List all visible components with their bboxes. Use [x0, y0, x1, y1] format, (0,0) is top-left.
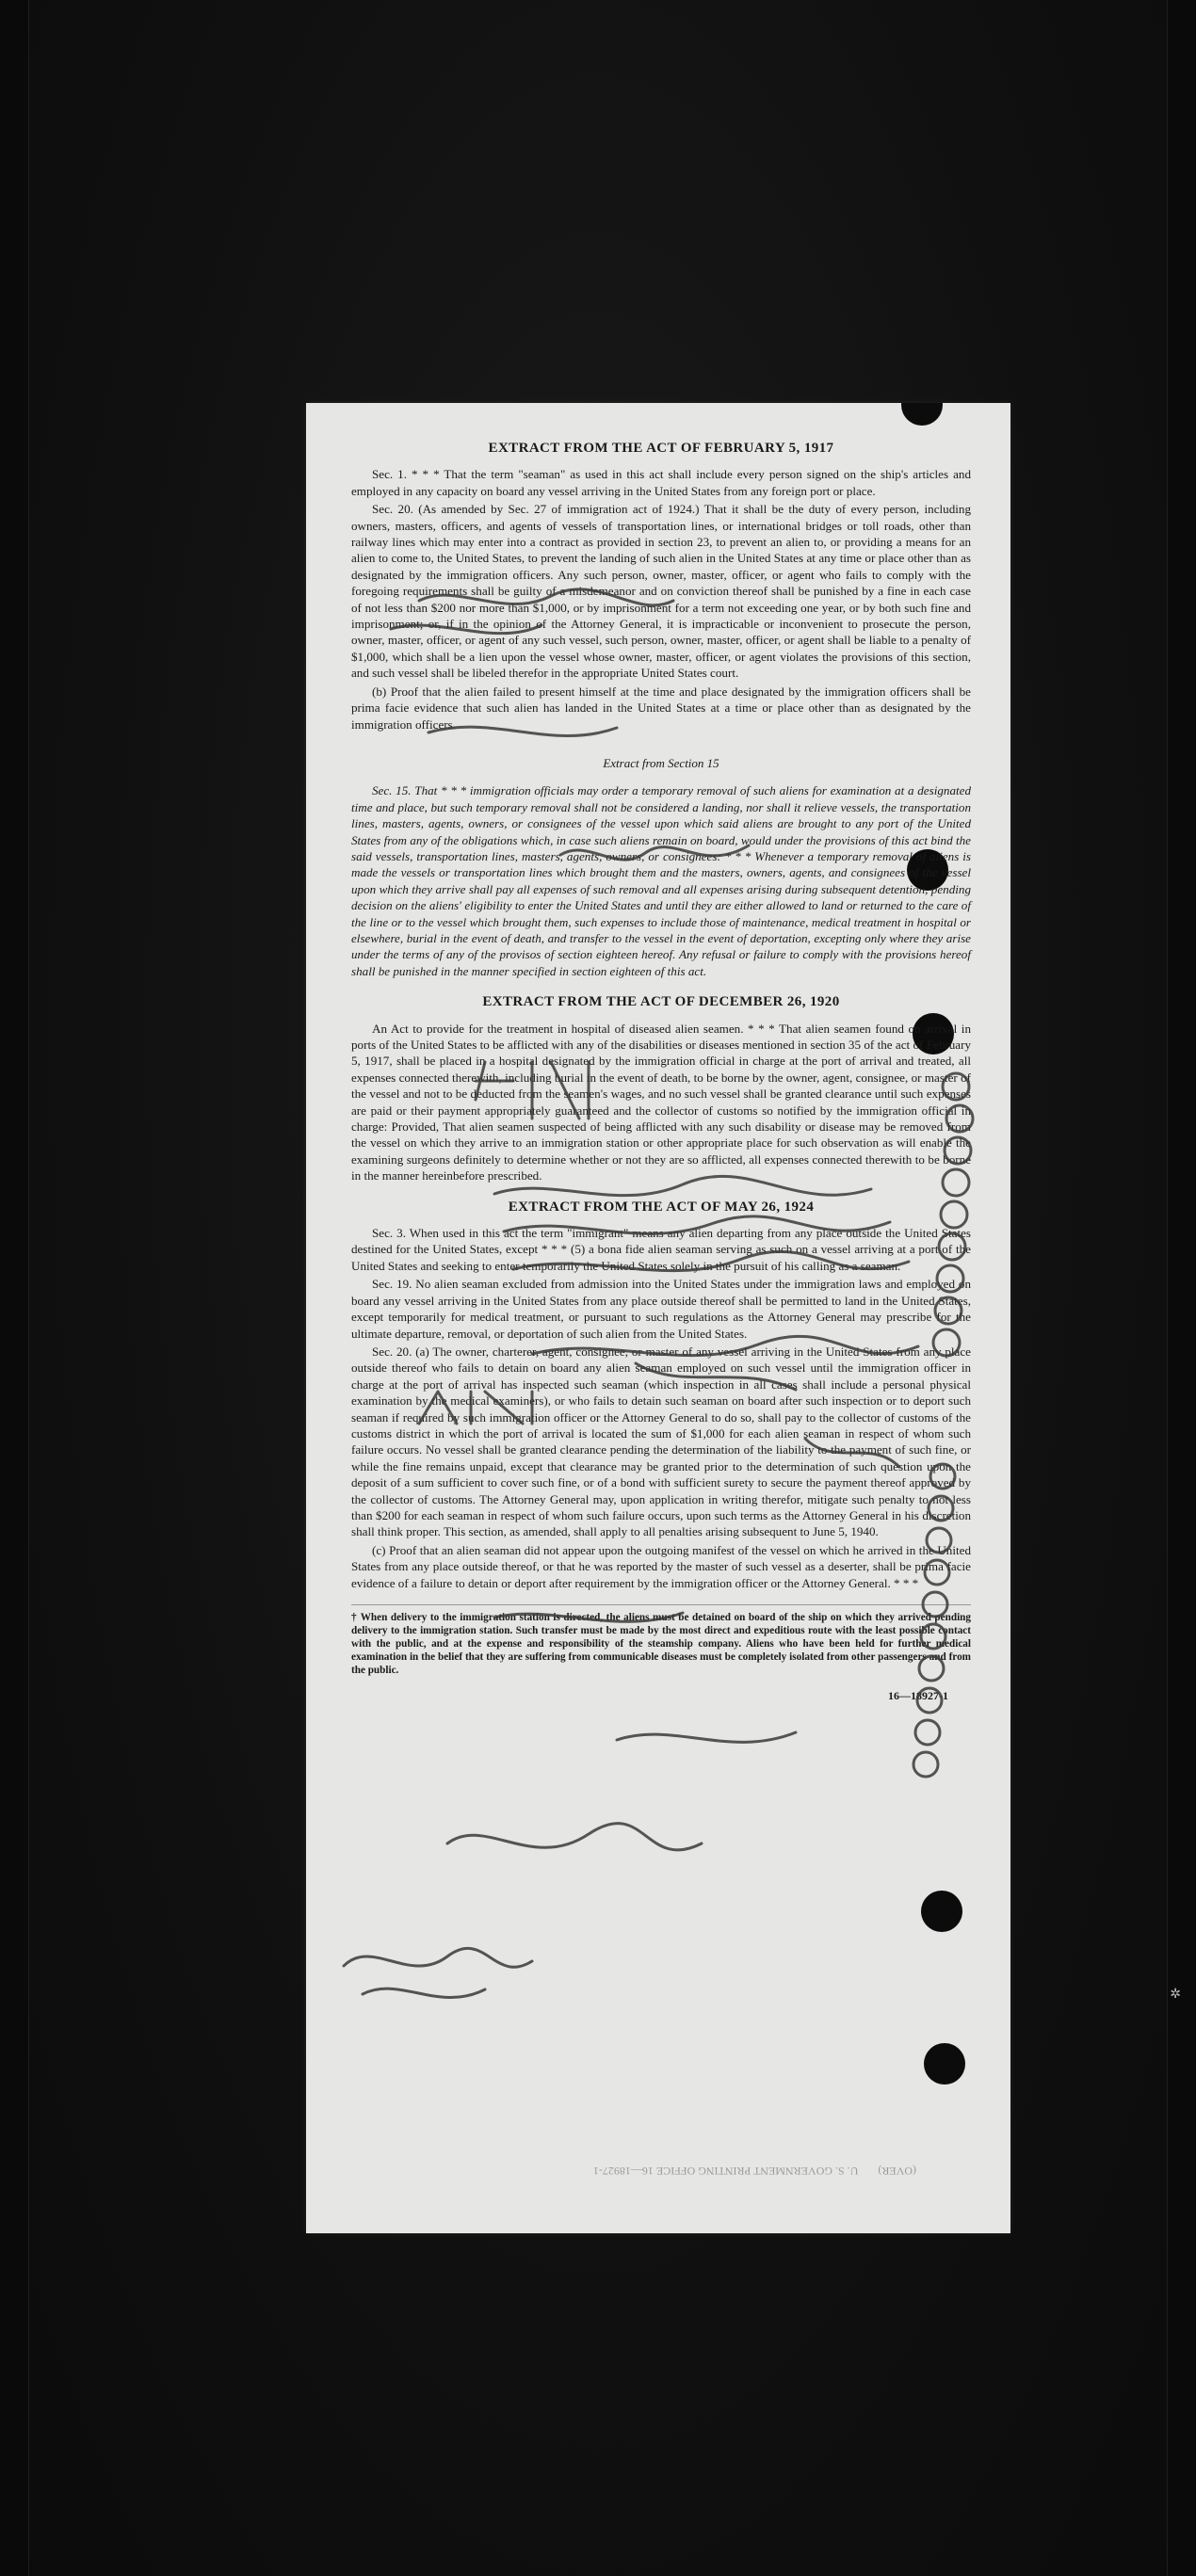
heading-act-1920: EXTRACT FROM THE ACT OF DECEMBER 26, 1920 [482, 994, 840, 1010]
punch-hole [901, 403, 943, 426]
document-text [351, 441, 971, 1704]
section-1: Sec. 1. * * * That the term "seaman" as used in this act shall include every person signed on the ship's articles and employed in any capacity on board any vessel arriving in the United States from any foreign port or place. [351, 467, 971, 498]
form-number: 16—18927-1 [888, 1689, 948, 1702]
section-3: Sec. 3. When used in this act the term "immigrant" means any alien departing from any place outside the United States destined for the United States, except * * * (5) a bona fide alien seaman serving as such on a vessel arriving at a port of the United States and seeking to enter temporarily the United States solely in the pursuit of his calling as a seaman. [351, 1226, 971, 1273]
section-20-c: (c) Proof that an alien seaman did not appear upon the outgoing manifest of the vessel on which he arrived in the United States from any place outside thereof, or that he was reported by the master of such vessel as a deserter, shall be prima facie evidence of a failure to detain or deport after requirement by the immigration officer or the Attorney General. * * * [351, 1542, 971, 1590]
section-15: Sec. 15. That * * * immigration officials may order a temporary removal of such aliens for examination at a designated time and place, but such temporary removal shall not be considered a landing, nor shall it relieve vessels, the transportation lines, masters, agents, owners, or consignees of the vessel upon which said aliens are brought to any port of the United States from any of the obligations which, in case such aliens remain on board, would under the provisions of this act bind the said vessels, transportation lines, masters, agents, owners, or consignees: * * * Whenever a temporary removal of aliens is made the vessels or transportation lines which brought them and the masters, owners, agents, and consignees of the vessel upon which they arrive shall pay all expenses of such removal and all expenses arising during subsequent detention, pending decision on the aliens' eligibility to enter the United States and until they are either allowed to land or returned to the care of the line or to the vessel which brought them, such expenses to include those of maintenance, medical treatment in hospital or elsewhere, burial in the event of death, and transfer to the vessel in the event of deportation, excepting only where they arise under the terms of any of the provisos of section eighteen hereof. Any refusal or failure to comply with the provisions hereof shall be punished in the manner specified in section eighteen of this act. [351, 783, 971, 978]
heading-act-1924: EXTRACT FROM THE ACT OF MAY 26, 1924 [508, 1199, 815, 1215]
punch-hole [924, 2043, 965, 2085]
punch-hole [921, 1891, 962, 1932]
subheading-section-15: Extract from Section 15 [603, 755, 719, 770]
footnote: † When delivery to the immigration station is directed, the aliens must be detained on board of the ship on which they arrived pending delivery to the immigration station. Such transfer must be made by the most direct and expeditious route with the least possible contact with the public, and at the expense and responsibility of the steamship company. Aliens who have been held for further medical examination in the belief that they are suffering from communicable diseases must be completely isolated from other passengers and from the public. [351, 1604, 971, 1677]
section-20-b: (b) Proof that the alien failed to present himself at the time and place designated by the immigration officers shall be prima facie evidence that such alien has landed in the United States at a time or place other than as designated by the immigration officers. [351, 684, 971, 732]
film-edge-left [0, 0, 29, 2576]
act-1920-text: An Act to provide for the treatment in hospital of diseased alien seamen. * * * That alien seamen found on arrival in ports of the United States to be afflicted with any of the disabilities or diseases mentioned in section 35 of the act of February 5, 1917, shall be placed in a hospital designated by the immigration official in charge at the port of arrival and treated, all expenses connected therewith, including burial in the event of death, to be borne by the owner, agent, consignee, or master of the vessel and not to be deducted from the seamen's wages, and no such vessel shall be granted clearance until such expenses are paid or their payment appropriately guaranteed and the collector of customs so notified by the immigration official in charge: Provided, That alien seamen suspected of being afflicted with any such disability or disease may be removed from the vessel on which they arrive to an immigration station or other appropriate place for such observation as will enable the examining surgeons definitely to determine whether or not they are so afflicted, all expenses connected therewith to be borne in the manner hereinbefore prescribed. [351, 1021, 971, 1183]
section-19: Sec. 19. No alien seaman excluded from admission into the United States under the immigration laws and employed on board any vessel arriving in the United States from any place outside thereof shall be permitted to land in the United States, except temporarily for medical treatment, or pursuant to such regulations as the Attorney General may prescribe for the ultimate departure, removal, or deportation of such alien from the United States. [351, 1277, 971, 1341]
film-edge-right [1167, 0, 1196, 2576]
section-20-intro: Sec. 20. (As amended by Sec. 27 of immigration act of 1924.) That it shall be the duty of every person, including owners, masters, officers, and agents of vessels of transportation lines, or international bridges or toll roads, other than railway lines which may enter into a contract as provided in section 23, to prevent an alien to, or providing a means for an alien to come to, the United States, to prevent the landing of such alien in the United States at any time or place other than as designated by the immigration officers. Any such person, owner, master, officer, or agent who fails to comply with the foregoing requirements shall be guilty of a misdemeanor and on conviction thereof shall be punished by a fine in each case of not less than $200 nor more than $1,000, or by imprisonment for a term not exceeding one year, or by both such fine and imprisonment; or, if in the opinion of the Attorney General, it is impracticable or inconvenient to prosecute the person, owner, master, officer, or agent of any such vessel, such person, owner, master, officer, or agent shall be liable to a penalty of $1,000, which shall be a lien upon the vessel whose owner, master, officer, or agent violates the provisions of this section, and such vessel shall be libeled therefor in the appropriate United States court. [351, 502, 971, 681]
section-20-a: Sec. 20. (a) The owner, charterer, agent, consignee, or master of any vessel arriving in the United States from any place outside thereof who fails to detain on board any alien seaman employed on such vessel until the immigration officer in charge at the port of arrival has inspected such seaman (which inspection in all cases shall include a personal physical examination by the medical examiners), or who fails to detain such seaman on board after such inspection or to deport such seaman if required by such immigration officer or the Attorney General to do so, shall pay to the collector of customs of the customs district in which the port of arrival is located the sum of $1,000 for each alien seaman in respect of whom such failure occurs. No vessel shall be granted clearance pending the determination of the liability to the payment of such fine, or while the fine remains unpaid, except that clearance may be granted prior to the determination of such question upon the deposit of a sum sufficient to cover such fine, or of a bond with sufficient surety to secure the payment thereof approved by the collector of customs. The Attorney General may, upon application in writing therefor, mitigate such penalty to not less than $200 for each seaman in respect of whom such failure occurs, upon such terms as the Attorney General in his discretion shall think proper. This section, as amended, shall apply to all penalties arising subsequent to June 5, 1940. [351, 1344, 971, 1539]
edge-mark-symbol: ✲ [1170, 1987, 1181, 2002]
bleed-through-text: (OVER) U. S. GOVERNMENT PRINTING OFFICE 16—18927-1 [592, 2165, 916, 2178]
heading-act-1917: EXTRACT FROM THE ACT OF FEBRUARY 5, 1917 [488, 441, 834, 456]
document-page [306, 403, 1010, 2233]
